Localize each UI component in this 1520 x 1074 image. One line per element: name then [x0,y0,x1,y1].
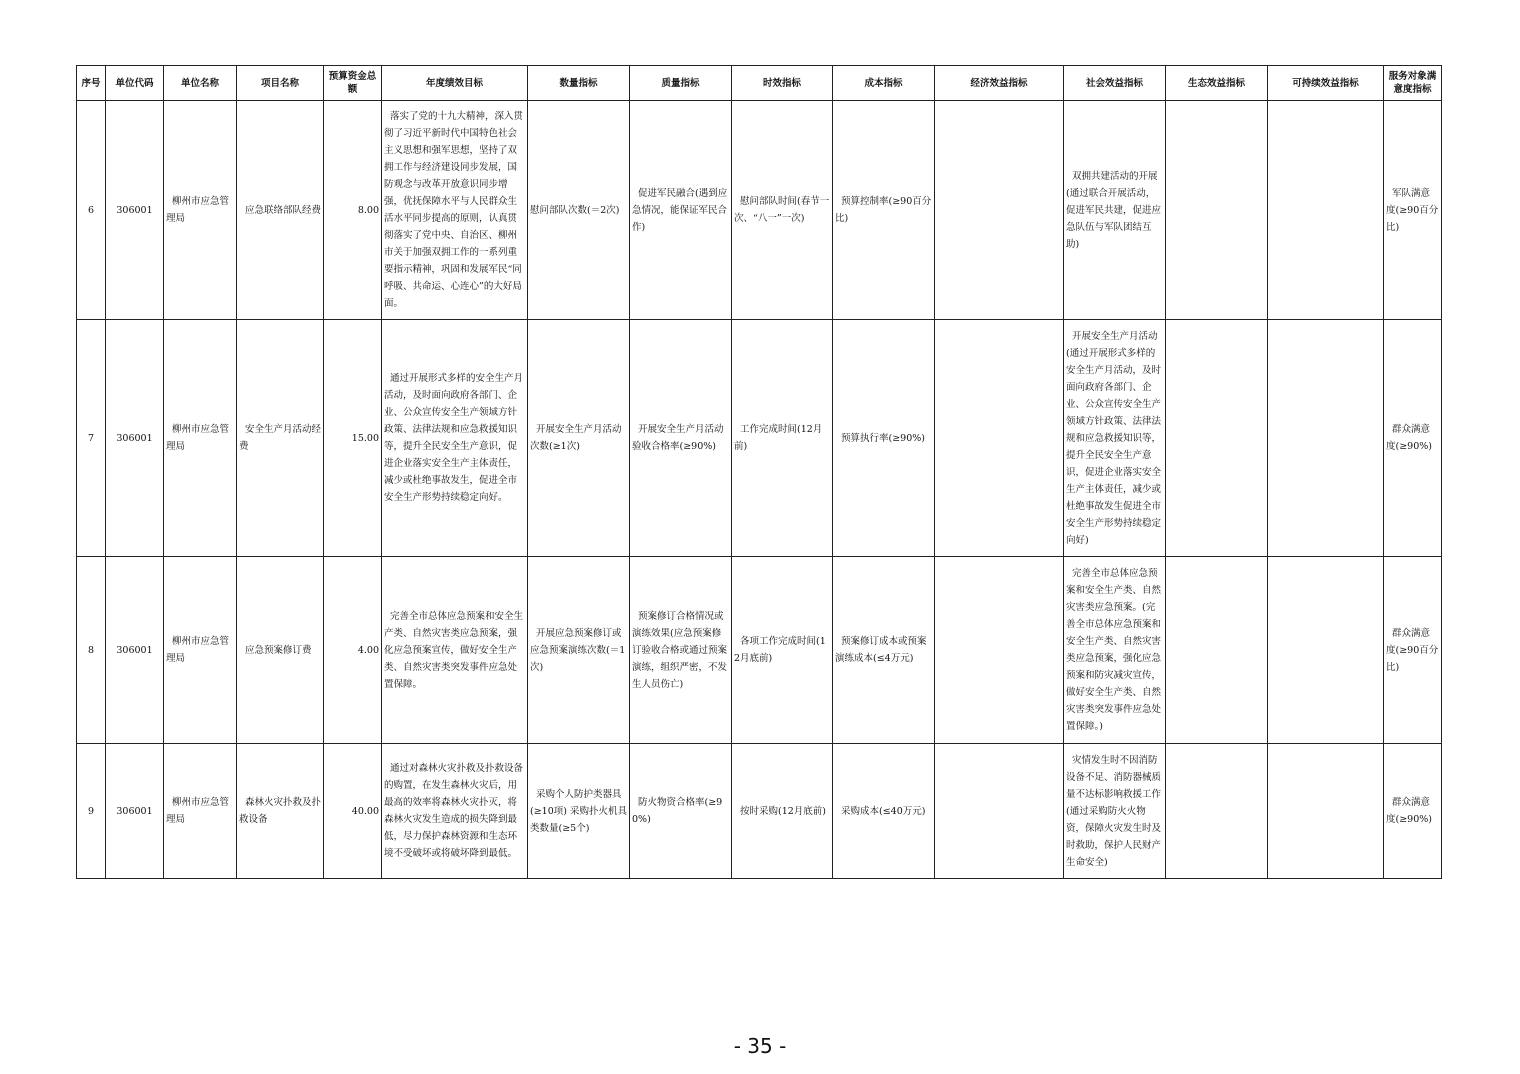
cell-quality: 促进军民融合(遇到应急情况，能保证军民合作) [630,101,732,320]
header-economic: 经济效益指标 [935,66,1064,101]
cell-timeliness: 慰问部队时间(春节一次、“八一”一次) [732,101,833,320]
header-cost: 成本指标 [833,66,935,101]
header-project: 项目名称 [237,66,324,101]
cell-goal: 通过开展形式多样的安全生产月活动，及时面向政府各部门、企业、公众宣传安全生产领域方针政策、法律法规和应急救援知识等，提升全民安全生产意识，促进企业落实安全生产主体责任，减少或杜绝事故发生，促进全市安全生产形势持续稳定向好。 [382,320,528,557]
cell-timeliness: 工作完成时间(12月前) [732,320,833,557]
cell-quality: 开展安全生产月活动验收合格率(≥90%) [630,320,732,557]
table-row [77,744,1442,879]
cell-project: 应急预案修订费 [237,557,324,744]
cell-seq: 9 [77,744,106,879]
cell-ecological [1166,744,1268,879]
cell-satisfaction: 群众满意度(≥90%) [1384,744,1442,879]
header-social: 社会效益指标 [1064,66,1166,101]
cell-goal: 落实了党的十九大精神，深入贯彻了习近平新时代中国特色社会主义思想和强军思想，坚持了双拥工作与经济建设同步发展，国防观念与改革开放意识同步增强，优抚保障水平与人民群众生活水平同步提高的原则，认真贯彻落实了党中央、自治区、柳州市关于加强双拥工作的一系列重要指示精神，巩固和发展军民“同呼吸、共命运、心连心”的大好局面。 [382,101,528,320]
table-row [77,320,1442,557]
cell-sustainable [1268,744,1384,879]
cell-unit-name: 柳州市应急管理局 [164,557,237,744]
cell-goal: 完善全市总体应急预案和安全生产类、自然灾害类应急预案，强化应急预案宣传，做好安全生产类、自然灾害类突发事件应急处置保障。 [382,557,528,744]
cell-unit-code: 306001 [106,744,164,879]
cell-project: 森林火灾扑救及扑救设备 [237,744,324,879]
cell-goal: 通过对森林火灾扑救及扑救设备的购置，在发生森林火灾后，用最高的效率将森林火灾扑灭，将森林火灾发生造成的损失降到最低，尽力保护森林资源和生态环境不受破坏或将破坏降到最低。 [382,744,528,879]
header-sustainable: 可持续效益指标 [1268,66,1384,101]
cell-project: 应急联络部队经费 [237,101,324,320]
cell-social: 完善全市总体应急预案和安全生产类、自然灾害类应急预案。(完善全市总体应急预案和安全生产类、自然灾害类应急预案，强化应急预案和防灾减灾宣传，做好安全生产类、自然灾害类突发事件应急处置保障。) [1064,557,1166,744]
cell-project: 安全生产月活动经费 [237,320,324,557]
cell-timeliness: 按时采购(12月底前) [732,744,833,879]
cell-quality: 防火物资合格率(≥90%) [630,744,732,879]
header-quantity: 数量指标 [528,66,630,101]
cell-cost: 采购成本(≤40万元) [833,744,935,879]
cell-cost: 预案修订成本或预案演练成本(≤4万元) [833,557,935,744]
header-seq: 序号 [77,66,106,101]
cell-satisfaction: 军队满意度(≥90百分比) [1384,101,1442,320]
cell-ecological [1166,320,1268,557]
cell-social: 灾情发生时不因消防设备不足、消防器械质量不达标影响救援工作(通过采购防火火物资，保障火灾发生时及时救助，保护人民财产生命安全) [1064,744,1166,879]
cell-satisfaction: 群众满意度(≥90百分比) [1384,557,1442,744]
header-ecological: 生态效益指标 [1166,66,1268,101]
cell-sustainable [1268,557,1384,744]
cell-quantity: 开展应急预案修订或应急预案演练次数(＝1次) [528,557,630,744]
cell-budget: 8.00 [324,101,382,320]
cell-quality: 预案修订合格情况或演练效果(应急预案修订验收合格或通过预案演练，组织严密，不发生人员伤亡) [630,557,732,744]
header-budget: 预算资金总额 [324,66,382,101]
cell-ecological [1166,101,1268,320]
cell-cost: 预算执行率(≥90%) [833,320,935,557]
cell-unit-name: 柳州市应急管理局 [164,744,237,879]
header-quality: 质量指标 [630,66,732,101]
cell-sustainable [1268,320,1384,557]
cell-seq: 7 [77,320,106,557]
header-row [77,66,1442,101]
cell-satisfaction: 群众满意度(≥90%) [1384,320,1442,557]
header-unit-code: 单位代码 [106,66,164,101]
header-unit-name: 单位名称 [164,66,237,101]
cell-unit-code: 306001 [106,557,164,744]
cell-seq: 8 [77,557,106,744]
cell-cost: 预算控制率(≥90百分比) [833,101,935,320]
cell-economic [935,101,1064,320]
cell-economic [935,744,1064,879]
cell-quantity: 采购个人防护类器具(≥10项) 采购扑火机具类数量(≥5个) [528,744,630,879]
cell-seq: 6 [77,101,106,320]
cell-social: 双拥共建活动的开展(通过联合开展活动，促进军民共建，促进应急队伍与军队团结互助) [1064,101,1166,320]
cell-unit-name: 柳州市应急管理局 [164,101,237,320]
cell-quantity: 开展安全生产月活动次数(≥1次) [528,320,630,557]
cell-economic [935,557,1064,744]
cell-unit-code: 306001 [106,320,164,557]
header-satisfaction: 服务对象满意度指标 [1384,66,1442,101]
cell-sustainable [1268,101,1384,320]
performance-table [76,65,1442,879]
header-timeliness: 时效指标 [732,66,833,101]
cell-budget: 40.00 [324,744,382,879]
cell-quantity: 慰问部队次数(＝2次) [528,101,630,320]
header-goal: 年度绩效目标 [382,66,528,101]
cell-economic [935,320,1064,557]
table-row [77,101,1442,320]
cell-timeliness: 各项工作完成时间(12月底前) [732,557,833,744]
cell-budget: 15.00 [324,320,382,557]
cell-unit-name: 柳州市应急管理局 [164,320,237,557]
cell-unit-code: 306001 [106,101,164,320]
cell-ecological [1166,557,1268,744]
cell-social: 开展安全生产月活动(通过开展形式多样的安全生产月活动，及时面向政府各部门、企业、公众宣传安全生产领域方针政策、法律法规和应急救援知识等，提升全民安全生产意识，促进企业落实安全生产主体责任，减少或杜绝事故发生促进全市安全生产形势持续稳定向好) [1064,320,1166,557]
page-number: - 35 - [733,1034,787,1058]
table-row [77,557,1442,744]
cell-budget: 4.00 [324,557,382,744]
